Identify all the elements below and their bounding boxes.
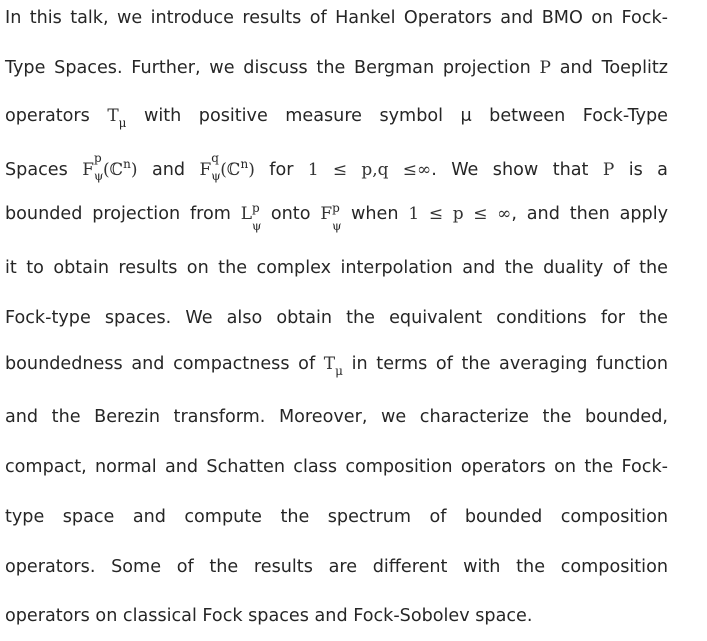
math-subscript: ψ	[332, 219, 342, 233]
text-run: . We show that	[431, 160, 603, 180]
math-superscript: p	[94, 151, 102, 165]
text-run: bounded projection from	[5, 204, 241, 224]
text-line-5	[5, 201, 669, 233]
text-run: in terms of the averaging function	[342, 354, 668, 374]
text-run: and the Berezin transform. Moreover, we characterize the bounded,	[5, 407, 668, 427]
math-inequality: 1 ≤ p ≤ ∞	[408, 204, 512, 224]
text-line-6	[5, 255, 668, 281]
text-run: and	[137, 160, 200, 180]
math-subscript: μ	[335, 364, 343, 378]
text-run: Fock-type spaces. We also obtain the equivalent conditions for the	[5, 308, 668, 328]
math-superscript: q	[211, 151, 219, 165]
text-run: it to obtain results on the complex interpolation and the duality of the	[5, 258, 668, 278]
text-run: and Toeplitz	[550, 58, 668, 78]
math-subscript: ψ	[211, 169, 221, 183]
text-line-4	[5, 151, 668, 183]
text-run: for	[254, 160, 308, 180]
math-f-p-psi	[82, 151, 138, 183]
text-line-12	[5, 554, 668, 580]
math-symbol-l: L	[240, 204, 253, 224]
text-run: In this talk, we introduce results of Hankel Operators and BMO on Fock-	[5, 8, 668, 28]
math-symbol-t: T	[323, 354, 336, 374]
text-line-9	[5, 404, 668, 430]
math-subscript: ψ	[94, 169, 104, 183]
abstract-text	[5, 0, 668, 641]
math-subscript: μ	[118, 116, 127, 130]
math-superscript: p	[332, 201, 340, 215]
text-run: compact, normal and Schatten class composition operators on the Fock-	[5, 457, 668, 477]
text-line-13	[5, 603, 668, 629]
text-run: with positive measure symbol μ between Fock-Type	[126, 106, 668, 126]
text-run: is a	[614, 160, 668, 180]
math-t-mu	[107, 106, 127, 130]
text-line-10	[5, 454, 668, 480]
math-paren: )	[248, 160, 255, 180]
text-run: type space and compute the spectrum of bounded composition	[5, 507, 668, 527]
text-line-3	[5, 103, 668, 129]
math-paren: )	[130, 160, 138, 180]
text-run: operators on classical Fock spaces and Fock-Sobolev space.	[5, 606, 533, 626]
text-run: when	[341, 204, 409, 224]
math-symbol-t: T	[107, 106, 119, 126]
math-l-p-psi	[240, 201, 262, 233]
text-line-1	[5, 5, 668, 31]
math-t-mu	[323, 354, 343, 378]
math-superscript: n	[123, 157, 131, 171]
text-line-8	[5, 351, 668, 377]
math-symbol-p: P	[539, 58, 551, 78]
text-run: Spaces	[5, 160, 83, 180]
text-line-7	[5, 305, 668, 331]
text-run: boundedness and compactness of	[5, 354, 324, 374]
math-inequality: 1 ≤ p,q ≤∞	[307, 160, 432, 180]
text-run: onto	[261, 204, 321, 224]
math-f-p-psi	[320, 201, 342, 233]
math-symbol-p: P	[602, 160, 615, 180]
math-symbol-c: (ℂ	[220, 160, 241, 180]
text-line-11	[5, 504, 668, 530]
math-superscript: n	[240, 157, 249, 171]
math-subscript: ψ	[252, 219, 262, 233]
text-run: , and then apply	[511, 204, 669, 224]
text-run: operators. Some of the results are different with the composition	[5, 557, 668, 577]
math-superscript: p	[252, 201, 260, 215]
math-symbol-f: F	[199, 160, 212, 180]
math-symbol-f: F	[82, 160, 94, 180]
math-f-q-psi	[199, 151, 255, 183]
text-run: Type Spaces. Further, we discuss the Bergman projection	[5, 58, 540, 78]
text-line-2	[5, 55, 668, 81]
text-run: operators	[5, 106, 108, 126]
math-symbol-f: F	[320, 204, 333, 224]
math-symbol-c: (ℂ	[103, 160, 124, 180]
